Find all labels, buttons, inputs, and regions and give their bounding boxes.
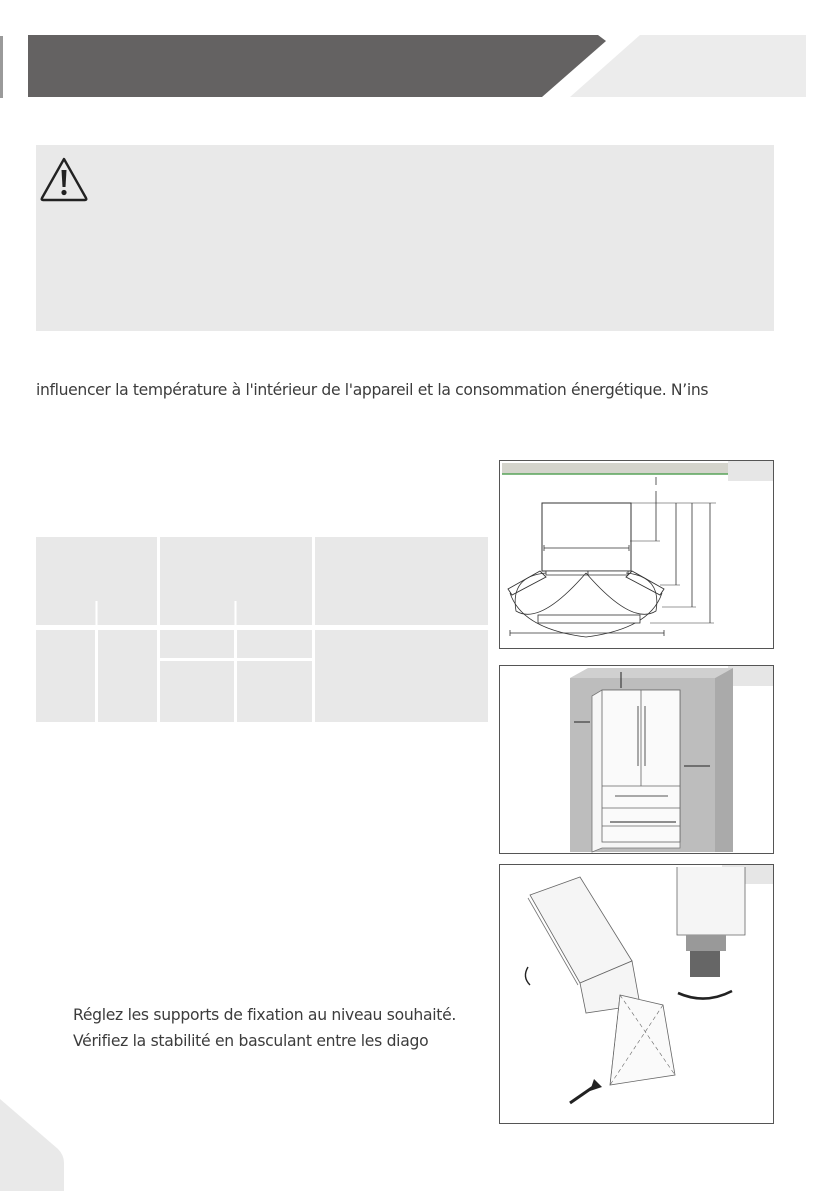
installation-space-diagram xyxy=(499,665,774,854)
warning-triangle-icon xyxy=(39,156,89,202)
table-subdivider xyxy=(36,537,488,722)
section-header-bar xyxy=(28,35,606,97)
ventilation-text: influencer la température à l'intérieur de l'appareil et la consommation énergétique. N’ins xyxy=(36,381,709,399)
corner-tab xyxy=(0,1099,64,1191)
section-header xyxy=(0,0,839,110)
section-header-tab xyxy=(570,35,806,97)
leveling-feet-diagram xyxy=(499,864,774,1124)
warning-box xyxy=(36,145,774,331)
door-opening-clearance-diagram xyxy=(499,460,774,649)
step-check-stability: Vérifiez la stabilité en basculant entre les diago xyxy=(73,1032,429,1050)
clearance-table xyxy=(36,537,488,722)
step-adjust-brackets: Réglez les supports de fixation au niveau souhaité. xyxy=(73,1006,457,1024)
